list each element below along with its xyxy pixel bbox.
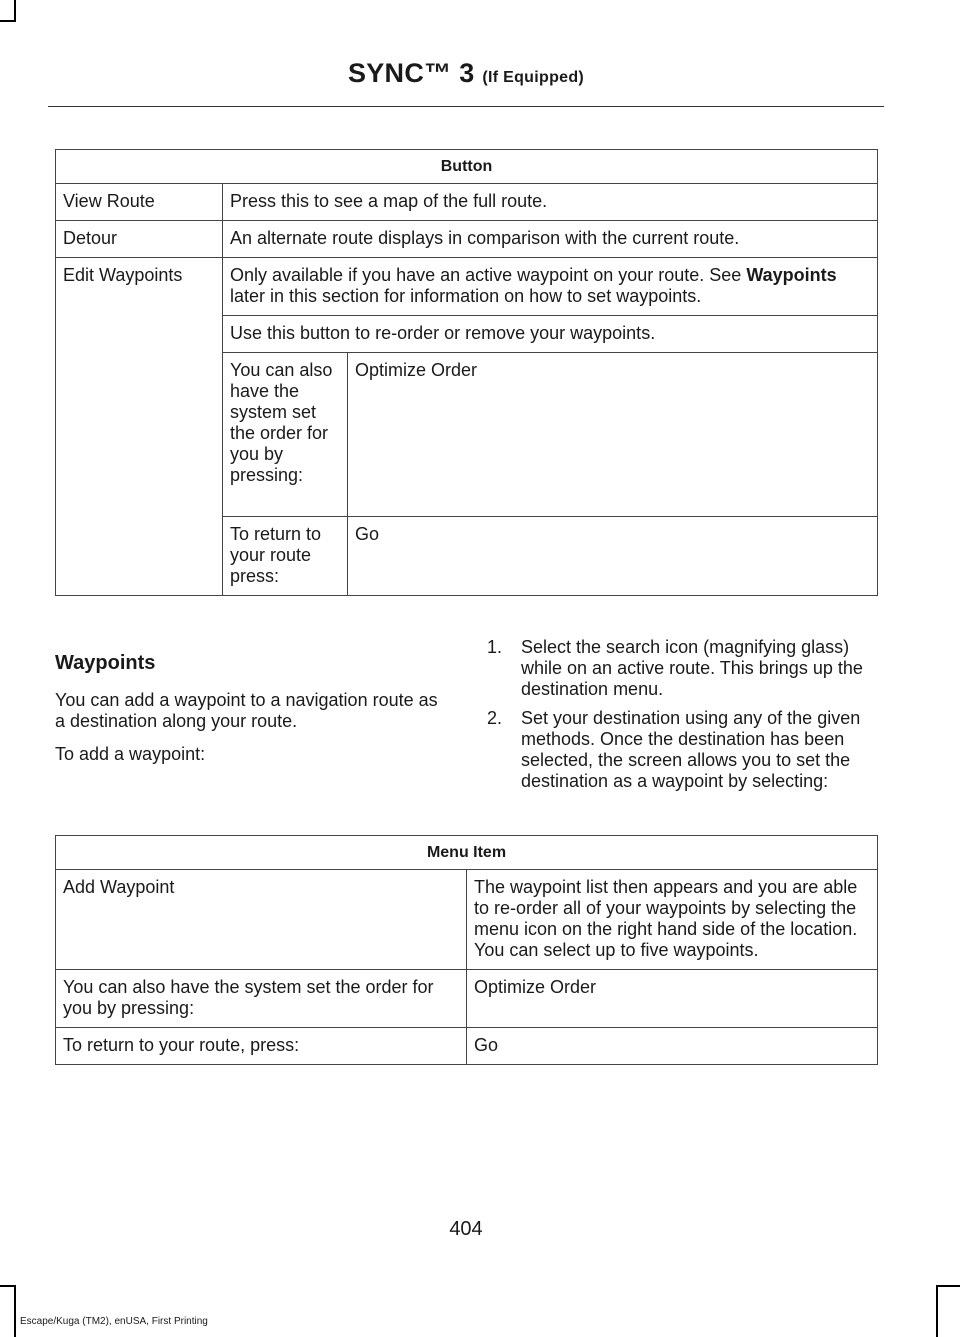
row-description: Go: [467, 1028, 878, 1065]
table-row: [56, 184, 878, 221]
row-description: An alternate route displays in comparison with the current route.: [223, 221, 878, 258]
step-text: Set your destination using any of the given methods. Once the destination has been selected, the screen allows you to set the destination as a waypoint by selecting:: [521, 708, 861, 791]
table-row: [56, 970, 878, 1028]
waypoints-reference: Waypoints: [746, 265, 837, 285]
page-number: 404: [449, 1218, 483, 1240]
menu-item-table: [55, 835, 878, 1065]
header-rule: [48, 106, 884, 107]
list-item: [487, 637, 879, 700]
row-label: View Route: [56, 184, 223, 221]
row-label: You can also have the system set the order for you by pressing:: [56, 970, 467, 1028]
page-header: [0, 58, 932, 89]
row-description: Use this button to re-order or remove your waypoints.: [223, 316, 878, 353]
table-row: [56, 1028, 878, 1065]
go-value: Go: [348, 517, 878, 596]
row-label: To return to your route, press:: [56, 1028, 467, 1065]
step-number: 2.: [487, 708, 503, 728]
row-description: [223, 258, 878, 316]
table-row: [56, 258, 878, 316]
crop-mark-bottom-right-vertical: [936, 1285, 938, 1337]
desc-text: Only available if you have an active waypoint on your route. See: [230, 265, 747, 285]
crop-mark-bottom-left-horizontal: [0, 1285, 16, 1287]
table-row: [56, 870, 878, 970]
step-number: 1.: [487, 637, 503, 657]
button-table-heading: Button: [56, 150, 878, 184]
row-label: Edit Waypoints: [56, 258, 223, 596]
crop-mark-bottom-right-horizontal: [936, 1285, 960, 1287]
header-subtitle: (If Equipped): [482, 69, 585, 86]
row-description: The waypoint list then appears and you are able to re-order all of your waypoints by selecting the menu icon on the right hand side of the location. You can select up to five waypoints.: [467, 870, 878, 970]
step-text: Select the search icon (magnifying glass) while on an active route. This brings up the destination menu.: [521, 637, 863, 699]
waypoints-intro: You can add a waypoint to a navigation route as a destination along your route.: [55, 690, 438, 731]
button-table: [55, 149, 878, 596]
optimize-prompt: You can also have the system set the order for you by pressing:: [223, 353, 348, 517]
optimize-order-value: Optimize Order: [348, 353, 878, 517]
row-label: Add Waypoint: [56, 870, 467, 970]
crop-mark-top-left-horizontal: [0, 20, 16, 22]
section-title: Waypoints: [55, 652, 156, 674]
row-label: Detour: [56, 221, 223, 258]
list-item: [487, 708, 879, 792]
menu-item-table-heading: Menu Item: [56, 836, 878, 870]
waypoints-to-add: To add a waypoint:: [55, 744, 206, 764]
crop-mark-top-left-vertical: [14, 0, 16, 22]
desc-text: later in this section for information on how to set waypoints.: [230, 286, 702, 306]
table-row: [56, 221, 878, 258]
row-description: Press this to see a map of the full route.: [223, 184, 878, 221]
return-prompt: To return to your route press:: [223, 517, 348, 596]
crop-mark-bottom-left-vertical: [14, 1285, 16, 1337]
waypoint-steps: [487, 637, 879, 800]
row-description: Optimize Order: [467, 970, 878, 1028]
footer-text: Escape/Kuga (TM2), enUSA, First Printing: [20, 1316, 208, 1327]
header-title: SYNC™ 3: [347, 58, 475, 88]
